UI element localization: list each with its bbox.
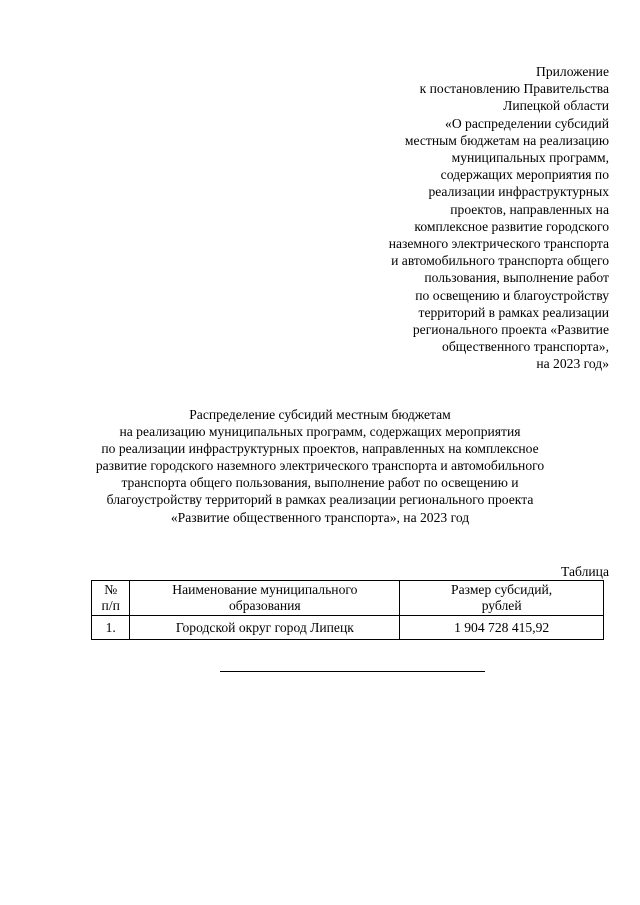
- header-name-line1: Наименование муниципального: [172, 582, 358, 597]
- title-line: благоустройству территорий в рамках реализации регионального проекта: [106, 492, 534, 508]
- header-num: [92, 581, 130, 616]
- appendix-line: Приложение: [536, 64, 609, 79]
- table-header-row: [92, 581, 604, 616]
- document-title: [60, 406, 580, 526]
- row-amount: 1 904 728 415,92: [400, 616, 604, 640]
- title-line: «Развитие общественного транспорта», на 2023 год: [170, 509, 470, 525]
- title-line: на реализацию муниципальных программ, содержащих мероприятия: [119, 424, 521, 440]
- end-divider: [220, 671, 485, 672]
- row-name: Городской округ город Липецк: [130, 616, 400, 640]
- appendix-line: «О распределении субсидий: [445, 115, 609, 131]
- appendix-line: наземного электрического транспорта: [388, 236, 609, 252]
- appendix-header: [309, 63, 609, 373]
- header-amount-line1: Размер субсидий,: [451, 582, 553, 597]
- appendix-line: комплексное развитие городского: [414, 218, 609, 234]
- header-name: [130, 581, 400, 616]
- subsidy-table: [91, 580, 604, 640]
- appendix-line: содержащих мероприятия по: [440, 167, 609, 183]
- table-caption: Таблица: [561, 564, 609, 579]
- row-num: 1.: [92, 616, 130, 640]
- appendix-line: реализации инфраструктурных: [428, 184, 609, 200]
- appendix-line: регионального проекта «Развитие: [412, 322, 609, 338]
- header-amount-line2: рублей: [481, 598, 522, 613]
- appendix-line: к постановлению Правительства: [419, 81, 609, 97]
- appendix-line: общественного транспорта»,: [442, 339, 609, 355]
- title-line: Распределение субсидий местным бюджетам: [189, 407, 451, 422]
- header-name-line2: образования: [228, 598, 301, 613]
- appendix-line: по освещению и благоустройству: [415, 287, 609, 303]
- appendix-line: Липецкой области: [503, 98, 609, 114]
- appendix-line: на 2023 год»: [536, 356, 609, 372]
- table-row: [92, 616, 604, 640]
- appendix-line: территорий в рамках реализации: [418, 304, 609, 320]
- appendix-line: местным бюджетам на реализацию: [404, 132, 609, 148]
- title-line: по реализации инфраструктурных проектов, направленных на комплексное: [101, 441, 539, 457]
- title-line: развитие городского наземного электрического транспорта и автомобильного: [95, 458, 545, 474]
- appendix-line: муниципальных программ,: [451, 150, 609, 166]
- appendix-line: проектов, направленных на: [450, 201, 609, 217]
- appendix-line: и автомобильного транспорта общего: [391, 253, 609, 269]
- header-num-line1: №: [104, 582, 118, 597]
- appendix-line: пользования, выполнение работ: [424, 270, 609, 286]
- title-line: транспорта общего пользования, выполнение работ по освещению и: [121, 475, 519, 491]
- header-amount: [400, 581, 604, 616]
- header-num-line2: п/п: [101, 598, 120, 613]
